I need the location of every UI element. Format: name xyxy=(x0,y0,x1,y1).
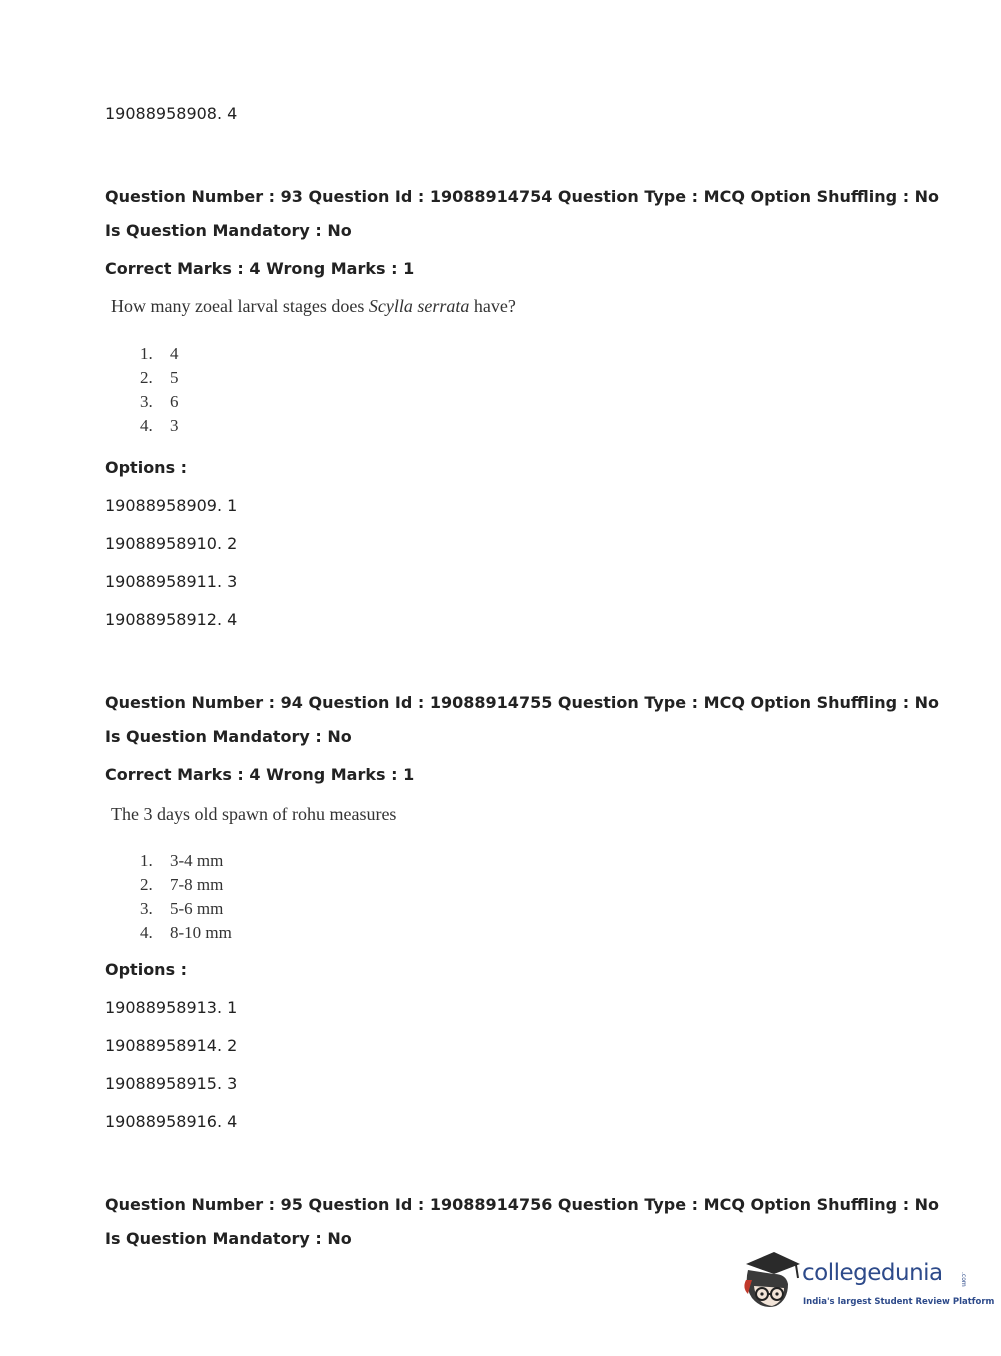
option-line: 19088958914. 2 xyxy=(105,1036,238,1055)
option-line: 19088958910. 2 xyxy=(105,534,238,553)
collegedunia-logo[interactable] xyxy=(740,1250,995,1320)
options-label: Options : xyxy=(105,458,188,477)
choice-item: 2. 7-8 mm xyxy=(140,875,224,894)
logo-tagline: India's largest Student Review Platform xyxy=(803,1297,995,1307)
choice-item: 3. 6 xyxy=(140,392,179,411)
question-94-header: Question Number : 94 Question Id : 19088914755 Question Type : MCQ Option Shuffling : No xyxy=(105,693,940,712)
option-line: 19088958913. 1 xyxy=(105,998,238,1017)
option-line: 19088958916. 4 xyxy=(105,1112,238,1131)
question-95-header: Question Number : 95 Question Id : 19088914756 Question Type : MCQ Option Shuffling : No xyxy=(105,1195,940,1214)
option-line: 19088958908. 4 xyxy=(105,104,238,123)
option-line: 19088958911. 3 xyxy=(105,572,238,591)
choice-item: 4. 8-10 mm xyxy=(140,923,232,942)
question-93-text: How many zoeal larval stages does Scylla serrata have? xyxy=(111,296,516,316)
option-line: 19088958912. 4 xyxy=(105,610,238,629)
logo-wordmark: collegedunia xyxy=(802,1260,943,1286)
question-93-choices xyxy=(140,342,179,438)
logo-suffix: .com xyxy=(960,1272,967,1287)
species-name: Scylla serrata xyxy=(368,296,470,316)
choice-item: 2. 5 xyxy=(140,368,179,387)
choice-item: 4. 3 xyxy=(140,416,179,435)
option-line: 19088958915. 3 xyxy=(105,1074,238,1093)
question-94-choices xyxy=(140,849,232,945)
option-line: 19088958909. 1 xyxy=(105,496,238,515)
choice-item: 1. 4 xyxy=(140,344,179,363)
question-94-text: The 3 days old spawn of rohu measures xyxy=(111,804,397,824)
question-93-mandatory: Is Question Mandatory : No xyxy=(105,221,352,240)
question-94-mandatory: Is Question Mandatory : No xyxy=(105,727,352,746)
question-94-marks: Correct Marks : 4 Wrong Marks : 1 xyxy=(105,765,415,784)
choice-item: 1. 3-4 mm xyxy=(140,851,224,870)
question-93-marks: Correct Marks : 4 Wrong Marks : 1 xyxy=(105,259,415,278)
choice-item: 3. 5-6 mm xyxy=(140,899,224,918)
mascot-icon xyxy=(740,1250,802,1316)
options-label: Options : xyxy=(105,960,188,979)
question-93-header: Question Number : 93 Question Id : 19088914754 Question Type : MCQ Option Shuffling : No xyxy=(105,187,940,206)
question-95-mandatory: Is Question Mandatory : No xyxy=(105,1229,352,1248)
